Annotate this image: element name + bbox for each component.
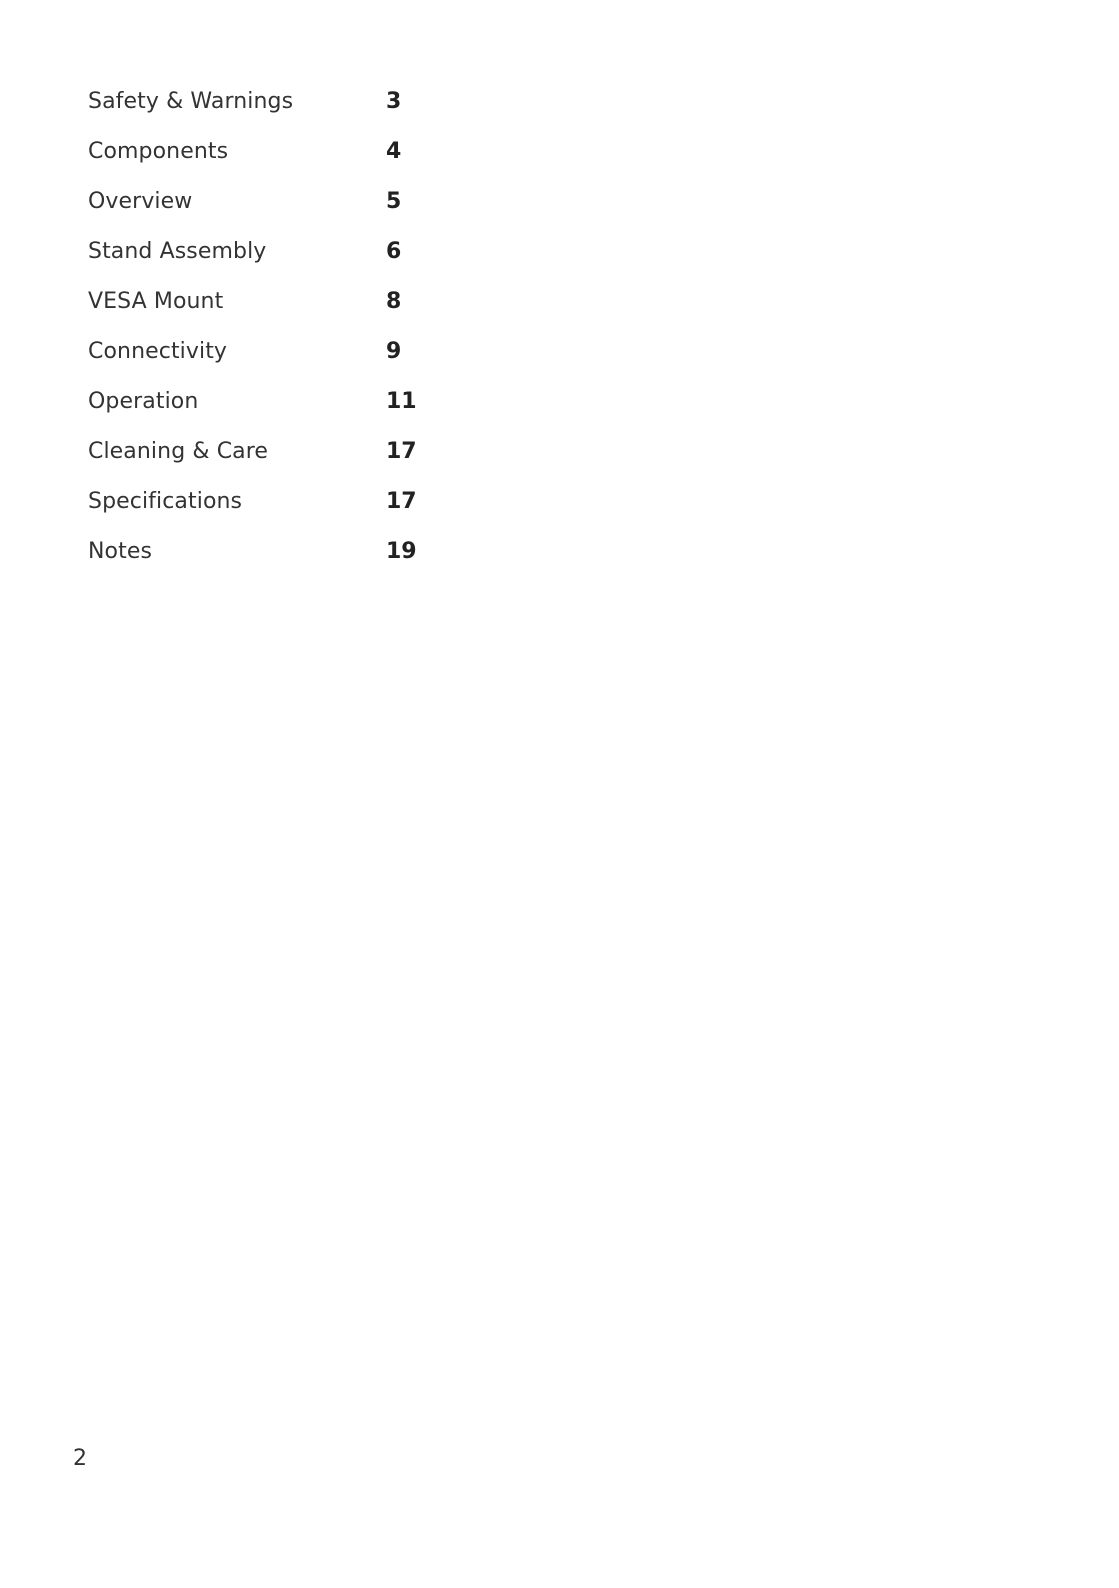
toc-entry-specifications[interactable] xyxy=(88,477,428,527)
toc-entry-page: 9 xyxy=(386,339,402,365)
toc-entry-page: 6 xyxy=(386,238,402,264)
table-of-contents xyxy=(88,76,428,577)
toc-entry-connectivity[interactable] xyxy=(88,326,428,376)
toc-entry-title: Cleaning & Care xyxy=(88,439,269,465)
page-number: 2 xyxy=(73,1446,87,1471)
toc-entry-title: Components xyxy=(88,138,229,164)
toc-entry-overview[interactable] xyxy=(88,176,428,226)
toc-entry-page: 17 xyxy=(386,489,417,515)
toc-entry-title: Operation xyxy=(88,389,199,415)
toc-entry-title: Safety & Warnings xyxy=(88,88,294,114)
toc-entry-page: 19 xyxy=(386,539,417,565)
toc-entry-operation[interactable] xyxy=(88,377,428,427)
toc-entry-title: Notes xyxy=(88,539,153,565)
toc-entry-components[interactable] xyxy=(88,126,428,176)
toc-entry-page: 17 xyxy=(386,439,417,465)
toc-entry-vesa-mount[interactable] xyxy=(88,276,428,326)
toc-entry-page: 8 xyxy=(386,288,402,314)
toc-entry-notes[interactable] xyxy=(88,527,428,577)
toc-entry-page: 11 xyxy=(386,389,417,415)
toc-entry-page: 5 xyxy=(386,188,402,214)
toc-entry-stand-assembly[interactable] xyxy=(88,226,428,276)
toc-entry-title: Specifications xyxy=(88,489,243,515)
toc-entry-title: VESA Mount xyxy=(88,288,224,314)
toc-entry-page: 4 xyxy=(386,138,402,164)
toc-entry-safety[interactable] xyxy=(88,76,428,126)
toc-entry-title: Stand Assembly xyxy=(88,238,267,264)
toc-entry-cleaning-care[interactable] xyxy=(88,427,428,477)
toc-entry-title: Overview xyxy=(88,188,193,214)
toc-entry-page: 3 xyxy=(386,88,402,114)
toc-entry-title: Connectivity xyxy=(88,339,228,365)
